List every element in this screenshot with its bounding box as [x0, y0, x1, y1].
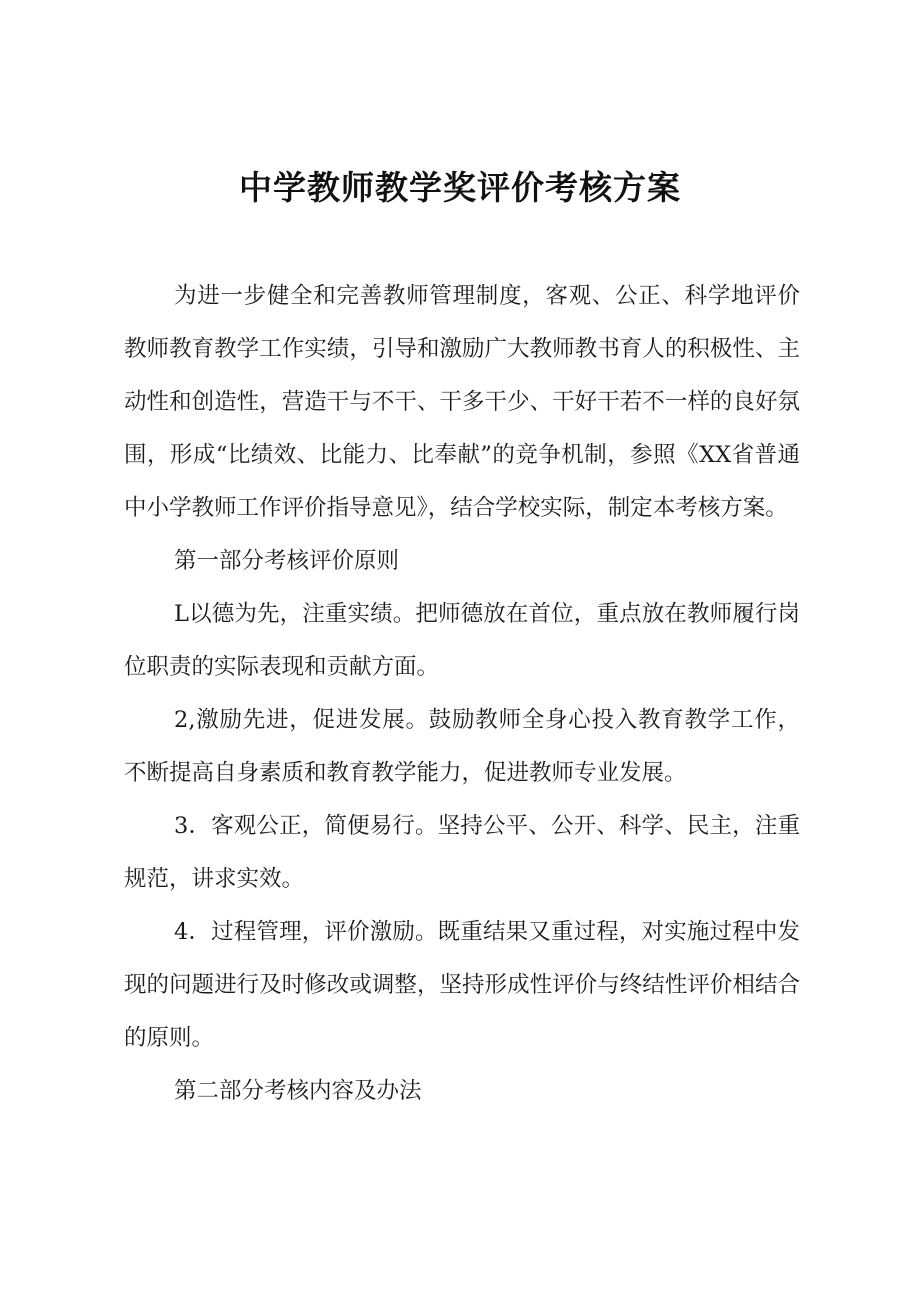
principle-1-paragraph: L以德为先，注重实绩。把师德放在首位，重点放在教师履行岗位职责的实际表现和贡献方面。 [124, 601, 800, 680]
document-title: 中学教师教学奖评价考核方案 [239, 168, 681, 207]
principle-3-paragraph: 3．客观公正，简便易行。坚持公平、公开、科学、民主，注重规范，讲求实效。 [124, 813, 800, 892]
principle-2-paragraph: 2,激励先进，促进发展。鼓励教师全身心投入教育教学工作，不断提高自身素质和教育教学能力，促进教师专业发展。 [124, 707, 800, 786]
intro-paragraph: 为进一步健全和完善教师管理制度，客观、公正、科学地评价教师教育教学工作实绩，引导和激励广大教师教书育人的积极性、主动性和创造性，营造干与不干、干多干少、干好干若不一样的良好氛围，形成“比绩效、比能力、比奉献”的竞争机制，参照《XX省普通中小学教师工作评价指导意见》，结合学校实际，制定本考核方案。 [124, 283, 800, 521]
part1-heading: 第一部分考核评价原则 [174, 548, 400, 574]
part2-heading: 第二部分考核内容及办法 [174, 1078, 422, 1104]
document-body [124, 270, 800, 1118]
principle-4-paragraph: 4．过程管理，评价激励。既重结果又重过程，对实施过程中发现的问题进行及时修改或调整，坚持形成性评价与终结性评价相结合的原则。 [124, 919, 800, 1051]
